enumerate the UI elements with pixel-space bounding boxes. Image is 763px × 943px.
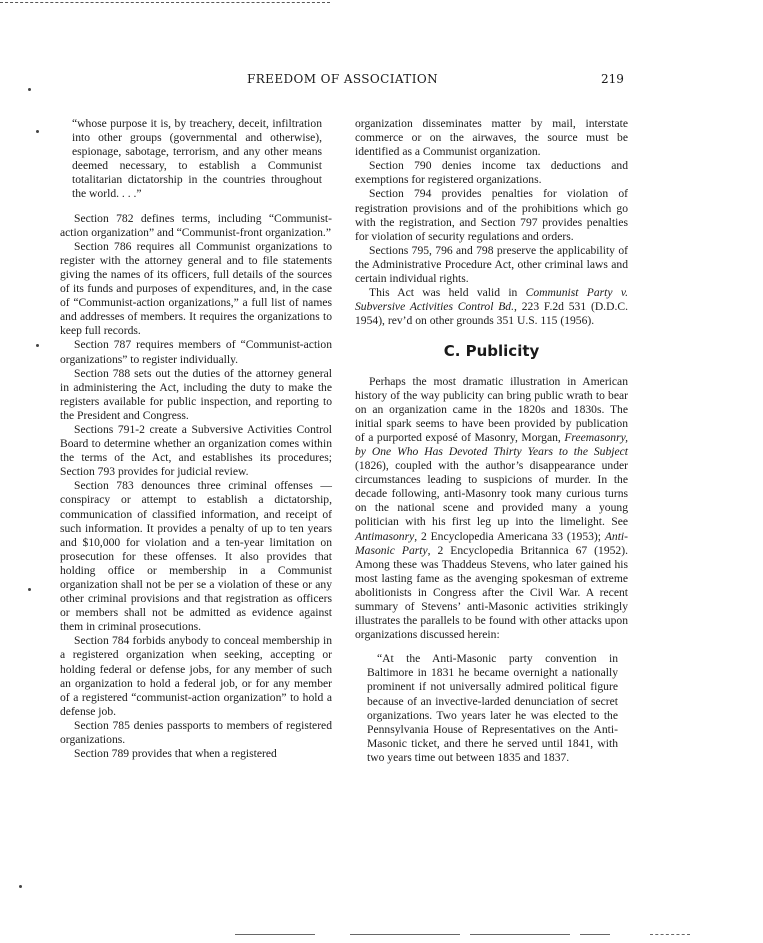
block-quote bbox=[72, 117, 322, 202]
paragraph: Section 789 provides that when a registered bbox=[74, 747, 277, 761]
bottom-border-line bbox=[235, 934, 315, 935]
running-head: FREEDOM OF ASSOCIATION bbox=[247, 72, 438, 86]
case-citation: Communist Party v. Subversive Activities Control Bd. bbox=[355, 286, 629, 314]
left-column bbox=[60, 117, 332, 761]
block-quote bbox=[367, 652, 618, 765]
margin-mark bbox=[19, 885, 22, 888]
paragraph: Sections 795, 796 and 798 preserve the applicability of the Administrative Procedure Act, other criminal laws and certain individual rights. bbox=[355, 243, 628, 286]
paragraph: Section 785 denies passports to members of registered organizations. bbox=[60, 718, 332, 747]
paragraph: Section 784 forbids anybody to conceal membership in a registered organization when seeking, accepting or holding federal or defense jobs, for any member of such an organization to hold a federal job, or for any member of a registered “communist-action organization” to hold a defense job. bbox=[60, 634, 332, 718]
margin-mark bbox=[36, 344, 39, 347]
text-run: , 2 Encyclopedia Britannica 67 (1952). Among these was Thaddeus Stevens, who later gained his most lasting fame as the avenging spokesman of extreme abolitionists in Congress after the Civil War. A recent summary of Stevens’ anti-Masonic activities strikingly illustrates the parallels to be found with other attacks upon organizations discussed herein: bbox=[355, 543, 628, 642]
bottom-border-line bbox=[470, 934, 570, 935]
paragraph bbox=[355, 375, 628, 643]
paragraph: organization disseminates matter by mail, interstate commerce or on the airwaves, the source must be identified as a Communist organization. bbox=[355, 117, 628, 159]
margin-mark bbox=[28, 88, 31, 91]
paragraph: Section 794 provides penalties for violation of registration provisions and of the prohibitions which go with the registration, and Section 797 provides penalties for violation of security regulations and orders. bbox=[355, 187, 628, 243]
paragraph: Section 783 denounces three criminal offenses —conspiracy or attempt to establish a dictatorship, communication of classified information, and receipt of such information. It provides a penalty of up to ten years and $10,000 for violation and a ten-year limitation on prosecution for these offenses. It also provides that holding office or membership in a Communist organization shall not be per se a violation of these or any other criminal provisions and that registration as officers or members shall not be admitted as evidence against them in criminal prosecutions. bbox=[60, 479, 332, 634]
quote-text: “whose purpose it is, by treachery, deceit, infiltration into other groups (governmental and otherwise), espionage, sabotage, terrorism, and any other means deemed necessary, to establish a Communist totalitarian dictatorship in the countries throughout the world. . . .” bbox=[72, 117, 322, 201]
paragraph: Section 782 defines terms, including “Communist-action organization” and “Communist-front organization.” bbox=[60, 211, 332, 239]
top-border-dashes bbox=[0, 2, 330, 3]
reference-title: Anti-Masonic Party bbox=[355, 529, 628, 557]
text-run: , 2 Encyclopedia Americana 33 (1953); bbox=[414, 529, 605, 543]
text-run: This Act was held valid in bbox=[369, 286, 526, 300]
text-run: , 223 F.2d 531 (D.D.C. 1954), rev’d on other grounds 351 U.S. 115 (1956). bbox=[355, 300, 628, 328]
margin-mark bbox=[28, 588, 31, 591]
book-title: Freemasonry, by One Who Has Devoted Thirty Years to the Subject bbox=[355, 430, 628, 458]
bottom-border-line bbox=[580, 934, 610, 935]
page-number: 219 bbox=[601, 72, 624, 86]
text-run: (1826), coupled with the author’s disappearance under circumstances leading to suspicions of murder. In the decade following, anti-Masonry took many curious turns on the national scene and provided many a young politician with his first leg up into the limelight. See bbox=[355, 459, 628, 529]
bottom-border-line bbox=[650, 934, 690, 935]
section-heading: C. Publicity bbox=[443, 342, 540, 361]
paragraph: Section 787 requires members of “Communist-action organizations” to register individually. bbox=[60, 338, 332, 366]
text-run: Perhaps the most dramatic illustration in American history of the way publicity can bring public wrath to bear on an organization came in the 1820s and 1830s. The initial spark seems to have been provided by publication of a purported exposé of Masonry, Morgan, bbox=[355, 374, 628, 444]
paragraph bbox=[355, 286, 628, 328]
reference-title: Antimasonry bbox=[355, 529, 415, 543]
paragraph: Sections 791-2 create a Subversive Activities Control Board to determine whether an organization comes within the terms of the Act, and establishes its procedures; Section 793 provides for judicial review. bbox=[60, 422, 332, 479]
paragraph: Section 788 sets out the duties of the attorney general in administering the Act, including the duty to make the registers available for public inspection, and reporting to the President and Congress. bbox=[60, 366, 332, 422]
right-column bbox=[355, 117, 628, 765]
quote-text: “At the Anti-Masonic party convention in Baltimore in 1831 he became overnight a nationally prominent if not universally admired political figure because of an invective-larded denunciation of secret organizations. Two years later he was elected to the Pennsylvania House of Representatives on the Anti-Masonic ticket, and there he served until 1841, with two years time out between 1835 and 1837. bbox=[367, 652, 618, 764]
margin-mark bbox=[36, 130, 39, 133]
bottom-border-line bbox=[350, 934, 460, 935]
paragraph: Section 786 requires all Communist organizations to register with the attorney general and to file statements giving the names of its officers, full details of the sources of its funds and purposes of expenditures, and, in the case of “Communist-action organizations,” a full list of names and addresses of members. It requires the organizations to keep full records. bbox=[60, 239, 332, 338]
paragraph: Section 790 denies income tax deductions and exemptions for registered organizations. bbox=[355, 159, 628, 187]
